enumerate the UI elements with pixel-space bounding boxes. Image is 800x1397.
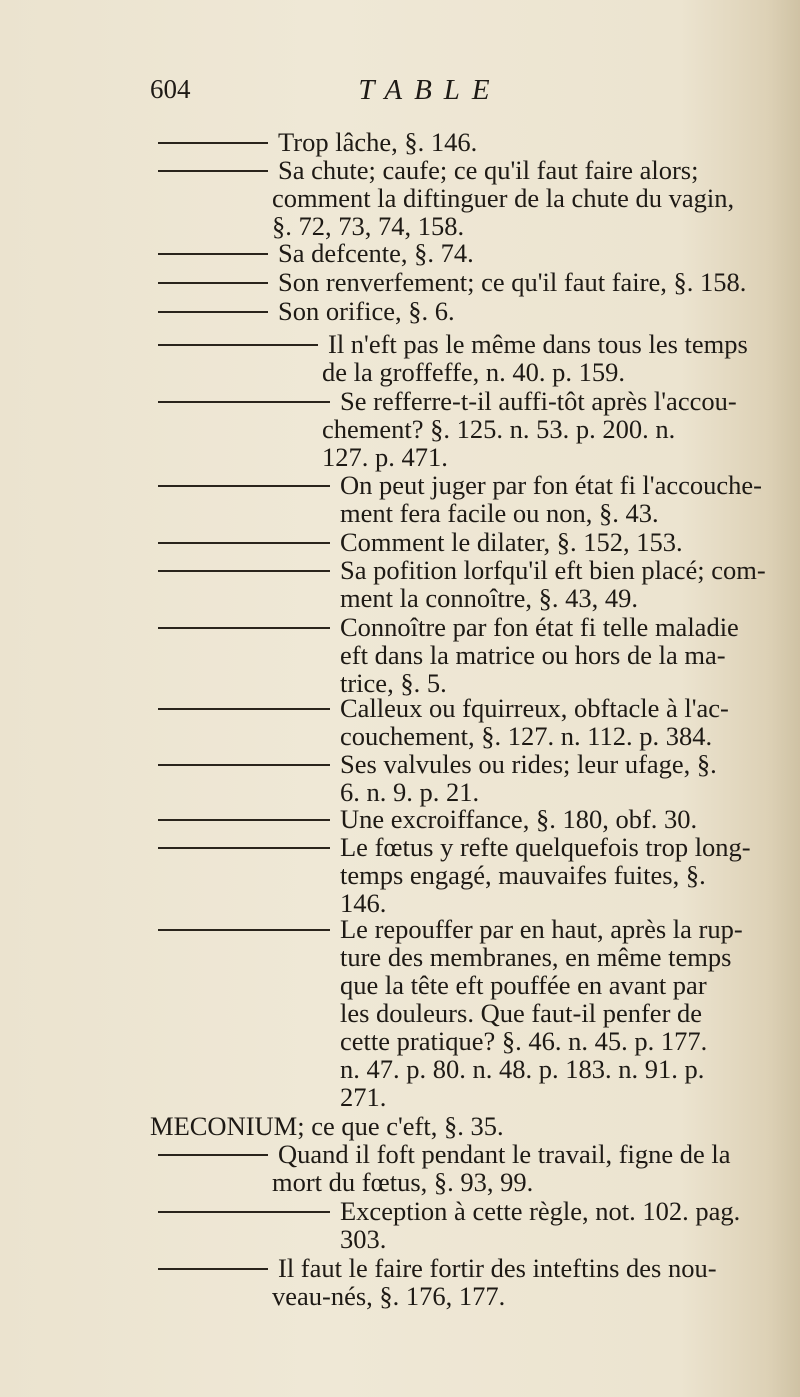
entry-line: 271. (340, 1082, 387, 1112)
entry-line: temps engagé, mauvaifes fuites, §. (340, 860, 706, 890)
entry-line: veau-nés, §. 176, 177. (272, 1281, 506, 1311)
entry-line: Quand il foft pendant le travail, figne de la (278, 1139, 731, 1169)
entry-dash (158, 627, 330, 629)
index-entry-meconium (150, 1112, 790, 1140)
entry-line: 127. p. 471. (322, 442, 448, 472)
entry-line: trice, §. 5. (340, 668, 447, 698)
entry-line: 303. (340, 1224, 387, 1254)
page-number: 604 (150, 74, 191, 104)
entry-line: Comment le dilater, §. 152, 153. (340, 527, 683, 557)
entry-line: Le repouffer par en haut, après la rup- (340, 914, 743, 944)
index-entry (150, 156, 790, 240)
entry-line: Sa defcente, §. 74. (278, 238, 474, 268)
entry-line: 146. (340, 888, 387, 918)
index-entry (150, 750, 790, 806)
entry-dash (158, 142, 268, 144)
entry-line: couchement, §. 127. n. 112. p. 384. (340, 721, 713, 751)
entry-line: chement? §. 125. n. 53. p. 200. n. (322, 414, 676, 444)
entry-line: Sa pofition lorfqu'il eft bien placé; com- (340, 555, 766, 585)
index-entry (150, 239, 790, 267)
entry-line: Se refferre-t-il auffi-tôt après l'accou- (340, 386, 737, 416)
entry-line: Exception à cette règle, not. 102. pag. (340, 1196, 741, 1226)
entry-dash (158, 1154, 268, 1156)
index-entry (150, 556, 790, 612)
entry-line: 6. n. 9. p. 21. (340, 777, 480, 807)
entry-line: MECONIUM; ce que c'eft, §. 35. (150, 1111, 504, 1141)
entry-line: que la tête eft pouffée en avant par (340, 970, 707, 1000)
entry-line: §. 72, 73, 74, 158. (272, 211, 465, 241)
index-entry (150, 128, 790, 156)
entry-dash (158, 1268, 268, 1270)
entry-line: Son orifice, §. 6. (278, 296, 455, 326)
entry-line: Le fœtus y refte quelquefois trop long- (340, 832, 751, 862)
entry-line: Une excroiffance, §. 180, obf. 30. (340, 804, 698, 834)
entry-line: Son renverfement; ce qu'il faut faire, §. 158. (278, 267, 747, 297)
index-entry (150, 297, 790, 325)
index-entry (150, 268, 790, 296)
index-entry (150, 915, 790, 1111)
entry-dash (158, 542, 330, 544)
page-header (150, 74, 710, 114)
entry-dash (158, 253, 268, 255)
entry-dash (158, 1211, 330, 1213)
entry-dash (158, 170, 268, 172)
entry-dash (158, 929, 330, 931)
index-entry (150, 833, 790, 917)
entry-line: comment la diftinguer de la chute du vagin, (272, 183, 735, 213)
entry-dash (158, 401, 330, 403)
entry-line: n. 47. p. 80. n. 48. p. 183. n. 91. p. (340, 1054, 705, 1084)
entry-line: eft dans la matrice ou hors de la ma- (340, 640, 726, 670)
entry-line: On peut juger par fon état fi l'accouche- (340, 470, 762, 500)
entry-line: Calleux ou fquirreux, obftacle à l'ac- (340, 693, 729, 723)
entry-line: mort du fœtus, §. 93, 99. (272, 1167, 534, 1197)
entry-line: Trop lâche, §. 146. (278, 127, 478, 157)
running-title: TABLE (358, 74, 502, 106)
entry-line: Connoître par fon état fi telle maladie (340, 612, 739, 642)
entry-dash (158, 708, 330, 710)
entry-line: Il faut le faire fortir des inteftins des nou- (278, 1253, 717, 1283)
entry-dash (158, 847, 330, 849)
entry-dash (158, 570, 330, 572)
index-entry (150, 1140, 790, 1196)
index-entry (150, 1254, 790, 1310)
entry-line: les douleurs. Que faut-il penfer de (340, 998, 703, 1028)
entry-dash (158, 819, 330, 821)
index-entry (150, 330, 790, 386)
index-entry (150, 528, 790, 556)
index-entry (150, 613, 790, 697)
index-entry (150, 471, 790, 527)
index-entry (150, 694, 790, 750)
entry-line: Sa chute; caufe; ce qu'il faut faire alors; (278, 155, 699, 185)
index-entry (150, 1197, 790, 1253)
entry-line: cette pratique? §. 46. n. 45. p. 177. (340, 1026, 708, 1056)
index-entry (150, 805, 790, 833)
entry-dash (158, 282, 268, 284)
entry-line: ment la connoître, §. 43, 49. (340, 583, 639, 613)
entry-dash (158, 485, 330, 487)
entry-dash (158, 764, 330, 766)
entry-line: Ses valvules ou rides; leur ufage, §. (340, 749, 717, 779)
entry-line: de la groffeffe, n. 40. p. 159. (322, 357, 625, 387)
entry-line: ture des membranes, en même temps (340, 942, 732, 972)
entry-line: ment fera facile ou non, §. 43. (340, 498, 659, 528)
entry-dash (158, 311, 268, 313)
entry-line: Il n'eft pas le même dans tous les temps (328, 329, 748, 359)
entry-dash (158, 344, 318, 346)
index-entry (150, 387, 790, 471)
